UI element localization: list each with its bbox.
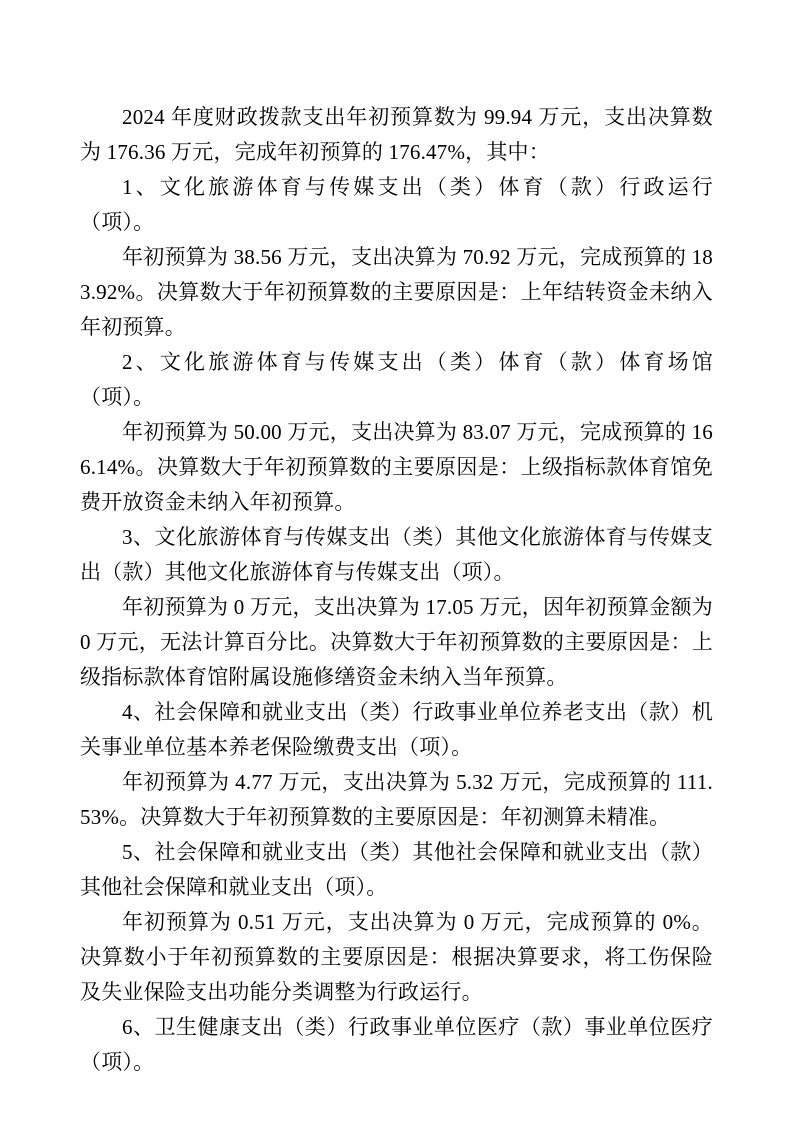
item-3-title: 3、文化旅游体育与传媒支出（类）其他文化旅游体育与传媒支出（款）其他文化旅游体育与传媒支出（项）。 [80,525,713,584]
item-6-title: 6、卫生健康支出（类）行政事业单位医疗（款）事业单位医疗（项）。 [80,1015,713,1074]
item-4-title: 4、社会保障和就业支出（类）行政事业单位养老支出（款）机关事业单位基本养老保险缴费支出（项）。 [80,700,713,759]
summary-paragraph: 2024 年度财政拨款支出年初预算数为 99.94 万元，支出决算数为 176.36 万元，完成年初预算的 176.47%，其中： [80,105,713,164]
item-1-detail: 年初预算为 38.56 万元，支出决算为 70.92 万元，完成预算的 183.92%。决算数大于年初预算数的主要原因是：上年结转资金未纳入年初预算。 [80,245,713,339]
item-3-detail: 年初预算为 0 万元，支出决算为 17.05 万元，因年初预算金额为 0 万元，无法计算百分比。决算数大于年初预算数的主要原因是：上级指标款体育馆附属设施修缮资金未纳入当年预算。 [80,595,713,689]
item-1-title: 1、文化旅游体育与传媒支出（类）体育（款）行政运行（项）。 [80,175,713,234]
item-4-detail: 年初预算为 4.77 万元，支出决算为 5.32 万元，完成预算的 111.53%。决算数大于年初预算数的主要原因是：年初测算未精准。 [80,770,713,829]
item-2-detail: 年初预算为 50.00 万元，支出决算为 83.07 万元，完成预算的 166.14%。决算数大于年初预算数的主要原因是：上级指标款体育馆免费开放资金未纳入年初预算。 [80,420,713,514]
item-5-detail: 年初预算为 0.51 万元，支出决算为 0 万元，完成预算的 0%。决算数小于年初预算数的主要原因是：根据决算要求，将工伤保险及失业保险支出功能分类调整为行政运行。 [80,910,713,1004]
item-2-title: 2、文化旅游体育与传媒支出（类）体育（款）体育场馆（项）。 [80,350,713,409]
item-5-title: 5、社会保障和就业支出（类）其他社会保障和就业支出（款）其他社会保障和就业支出（项）。 [80,840,713,899]
document-body [80,100,713,1080]
